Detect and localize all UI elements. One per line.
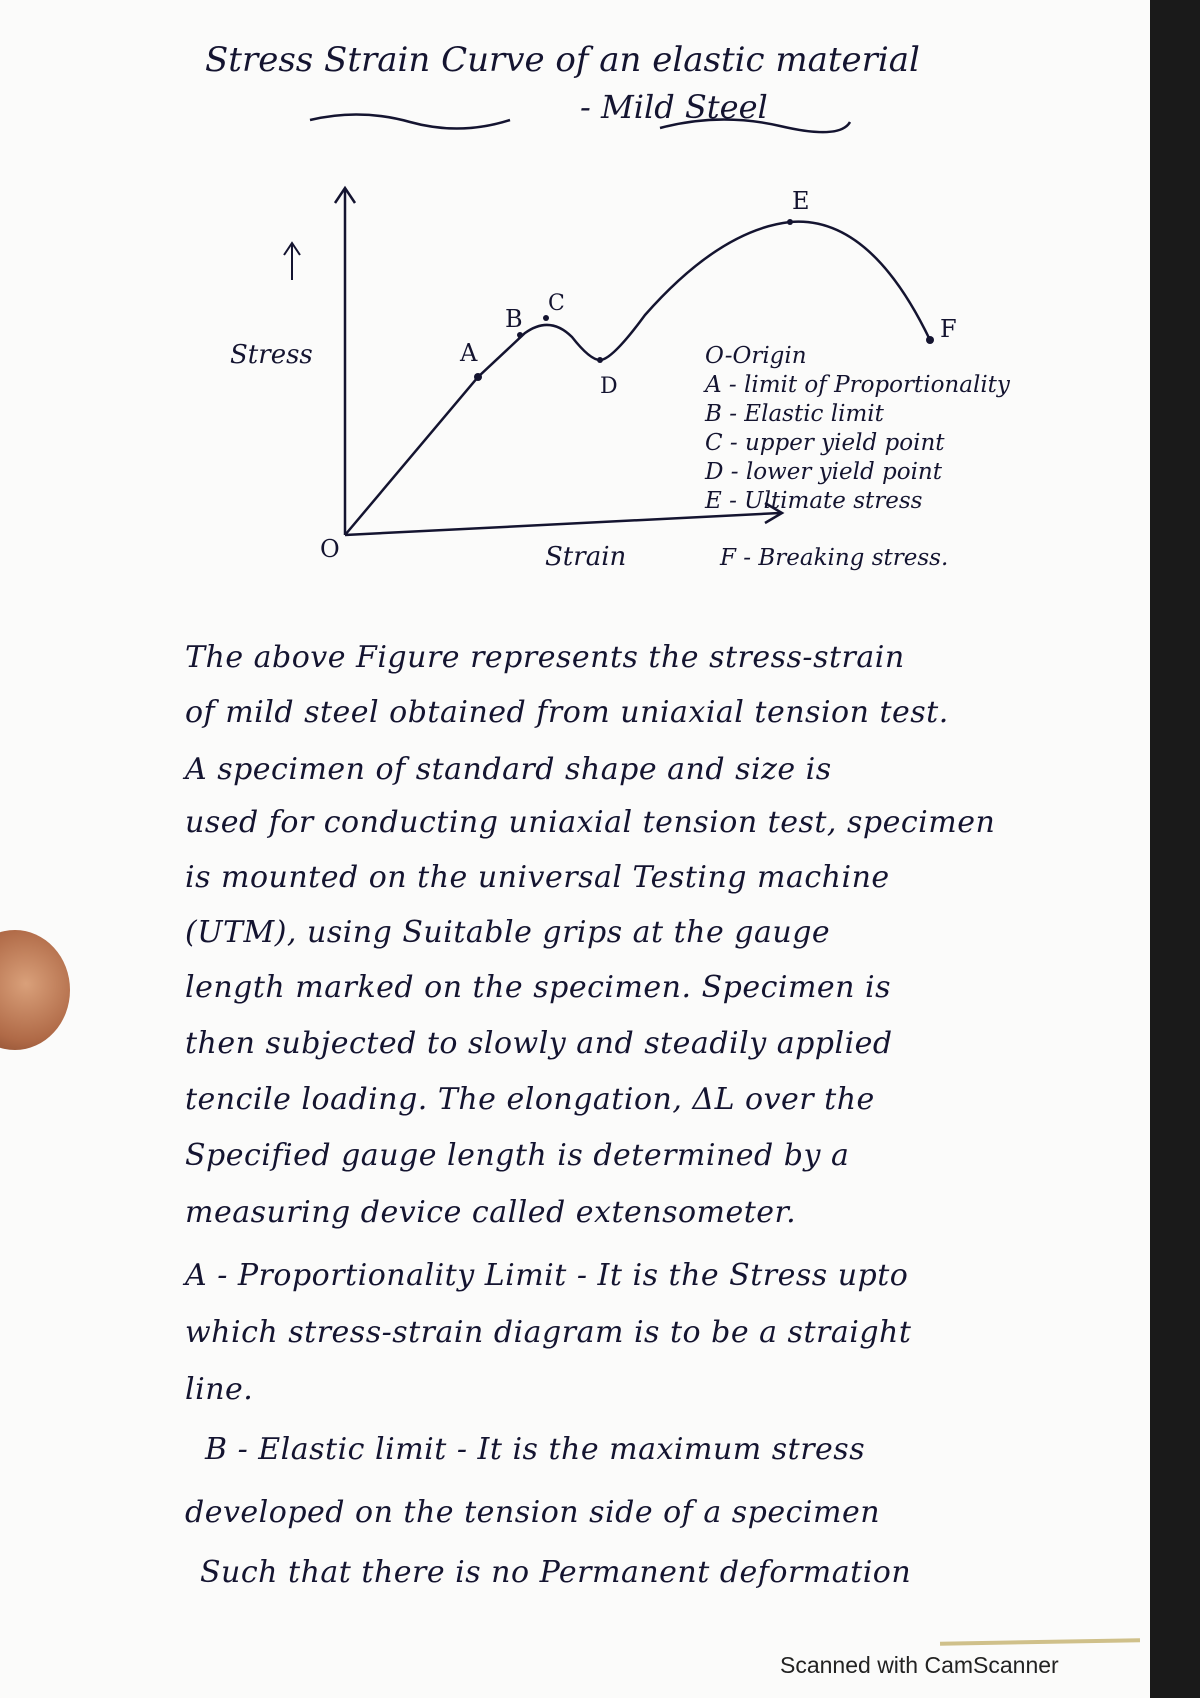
body-line: B - Elastic limit - It is the maximum stress (205, 1432, 866, 1467)
legend-e: E - Ultimate stress (705, 488, 923, 514)
body-line: measuring device called extensometer. (185, 1195, 797, 1230)
point-d-marker (597, 357, 603, 363)
body-line: tencile loading. The elongation, ΔL over the (185, 1082, 875, 1117)
legend-origin: O-Origin (705, 343, 807, 369)
page-title: Stress Strain Curve of an elastic material (205, 40, 920, 80)
point-e-label: E (792, 187, 810, 215)
x-axis-label: Strain (545, 542, 627, 572)
body-line: Such that there is no Permanent deformation (200, 1555, 912, 1590)
point-d-label: D (600, 374, 618, 399)
title-underline (300, 100, 860, 140)
legend-a: A - limit of Proportionality (705, 372, 1010, 398)
body-line: (UTM), using Suitable grips at the gauge (185, 915, 831, 950)
body-line: The above Figure represents the stress-strain (185, 640, 905, 675)
point-f-label: F (940, 315, 957, 343)
page-subtitle: - Mild Steel (580, 88, 768, 126)
scanner-watermark: Scanned with CamScanner (780, 1652, 1059, 1678)
body-line: is mounted on the universal Testing machine (185, 860, 890, 895)
body-line: which stress-strain diagram is to be a straight (185, 1315, 912, 1350)
body-line: Specified gauge length is determined by a (185, 1138, 850, 1173)
body-line: A - Proportionality Limit - It is the Stress upto (185, 1258, 909, 1293)
body-line: A specimen of standard shape and size is (185, 752, 832, 787)
scan-border (1150, 0, 1200, 1698)
body-line: developed on the tension side of a specimen (185, 1495, 881, 1530)
legend-c: C - upper yield point (705, 430, 945, 456)
legend-b: B - Elastic limit (705, 401, 884, 427)
legend-d: D - lower yield point (705, 459, 942, 485)
body-line: of mild steel obtained from uniaxial tension test. (185, 695, 949, 730)
stress-strain-diagram (230, 185, 1130, 615)
point-e-marker (787, 219, 793, 225)
point-c-label: C (548, 291, 565, 316)
legend-f: F - Breaking stress. (720, 545, 949, 571)
x-axis (345, 513, 780, 535)
origin-label: O (320, 535, 340, 563)
point-a-marker (474, 373, 482, 381)
point-a-label: A (460, 339, 478, 367)
body-line: then subjected to slowly and steadily applied (185, 1026, 893, 1061)
body-line: length marked on the specimen. Specimen is (185, 970, 892, 1005)
y-axis-label: Stress (230, 340, 313, 370)
body-line: line. (185, 1372, 254, 1407)
point-f-marker (926, 336, 934, 344)
point-b-label: B (505, 305, 523, 333)
body-line: used for conducting uniaxial tension test, specimen (185, 805, 996, 840)
